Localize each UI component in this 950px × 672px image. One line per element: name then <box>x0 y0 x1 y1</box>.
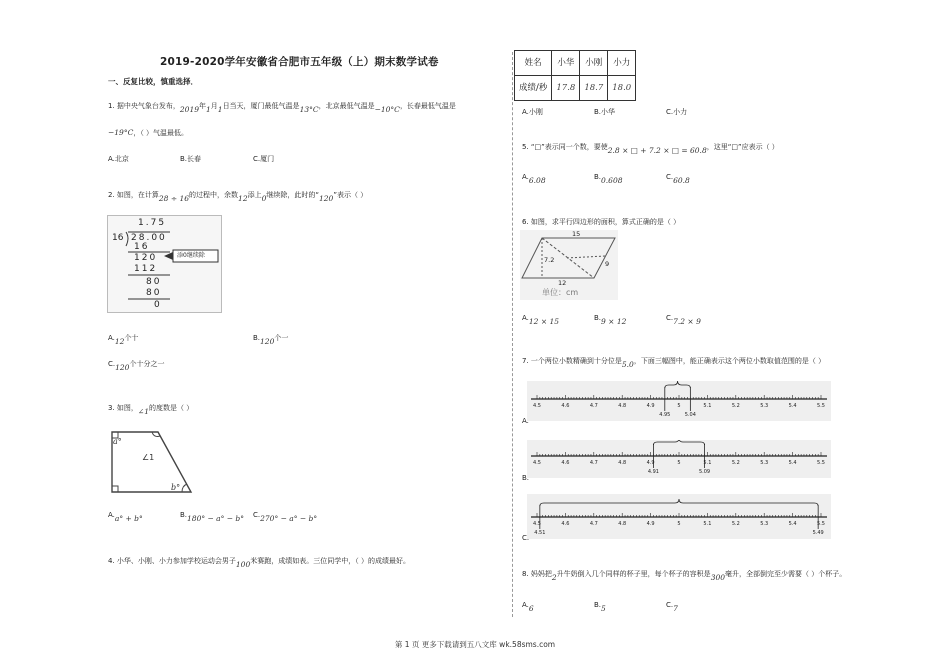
q1-day: 1 <box>217 105 223 114</box>
tick-label: 5.4 <box>788 521 797 527</box>
question-3 <box>108 403 194 416</box>
division-step: 112 <box>134 264 158 274</box>
q6-option-a[interactable] <box>522 313 560 326</box>
tick-label: 5.3 <box>760 460 769 466</box>
option-value: 6.08 <box>528 176 546 185</box>
option-label: B. <box>594 173 602 181</box>
q3-option-b[interactable] <box>180 510 244 523</box>
question-6: 6. 如图，求平行四边形的面积，算式正确的是（ ） <box>522 218 681 226</box>
option-value: 0.608 <box>601 176 623 185</box>
page-title: 2019-2020学年安徽省合肥市五年级（上）期末数学试卷 <box>160 56 439 68</box>
range-label: 4.91 <box>647 469 660 475</box>
q7-option-a[interactable]: A. <box>522 417 529 425</box>
q2-option-c[interactable] <box>108 359 165 372</box>
option-label: C. <box>666 601 674 609</box>
page-footer: 第 1 页 更多下载请到五八文库 wk.58sms.com <box>394 640 556 649</box>
q8-value: 2 <box>551 573 557 582</box>
q1-option-c[interactable]: C.厦门 <box>253 155 275 163</box>
label-12: 12 <box>558 279 567 287</box>
range-brace <box>653 440 704 445</box>
division-step: 0 <box>154 300 160 310</box>
number-line-b <box>527 440 831 478</box>
section-heading: 一、反复比较，慎重选择． <box>108 77 198 86</box>
option-label: A. <box>108 511 115 519</box>
table-header: 姓名 <box>515 51 552 76</box>
q3-angle: ∠1 <box>137 407 149 416</box>
tick-label: 4.7 <box>589 521 598 527</box>
q2-text: ”表示（ ） <box>333 191 368 199</box>
table-cell: 成绩/秒 <box>515 76 552 101</box>
q4-text: 4. 小华、小刚、小力参加学校运动会男子 <box>108 557 236 565</box>
option-value: 12 <box>114 337 125 346</box>
division-step: 80 <box>146 277 162 287</box>
option-value: 6 <box>528 604 534 613</box>
tick-label: 5.3 <box>760 403 769 409</box>
q2-remainder: 12 <box>238 194 248 203</box>
option-label: C. <box>666 314 674 322</box>
option-value: a° + b° <box>114 514 143 523</box>
question-4 <box>108 556 410 569</box>
question-5 <box>522 142 779 155</box>
question-1 <box>108 101 456 114</box>
q4-100: 100 <box>235 560 251 569</box>
q1-temp-beijing: −10°C <box>374 105 400 114</box>
q5-option-c[interactable] <box>666 172 690 185</box>
table-cell: 17.8 <box>552 76 580 101</box>
q2-option-a[interactable] <box>108 333 139 346</box>
tick-label: 4.7 <box>589 460 598 466</box>
parallelogram-figure <box>520 230 618 300</box>
tick-label: 5 <box>677 403 681 409</box>
range-label: 4.95 <box>659 412 671 418</box>
q5-expression: 2.8 × □ + 7.2 × □ = 60.8 <box>607 146 707 155</box>
q3-text: 的度数是（ ） <box>148 404 194 412</box>
q2-zero: 0 <box>261 194 267 203</box>
range-label: 5.04 <box>684 412 696 418</box>
q7-option-c[interactable]: C. <box>522 534 530 542</box>
option-label: C. <box>253 511 261 519</box>
table-header: 小刚 <box>580 51 608 76</box>
q1-text: 月 <box>210 102 218 110</box>
question-1-line2 <box>108 128 188 138</box>
q5-option-b[interactable] <box>594 172 623 185</box>
score-table <box>514 50 636 101</box>
tick-label: 4.8 <box>618 403 627 409</box>
table-cell: 18.7 <box>580 76 608 101</box>
tick-label: 5.4 <box>788 460 797 466</box>
option-value: 7.2 × 9 <box>673 317 701 326</box>
range-label: 5.49 <box>812 530 824 536</box>
option-label: A. <box>522 314 529 322</box>
tick-label: 5.1 <box>703 460 712 466</box>
division-divisor: 16 <box>112 233 124 243</box>
division-step: 16 <box>134 242 150 252</box>
q1-year: 2019 <box>179 105 199 114</box>
angle-arc <box>182 484 187 492</box>
q7-value: 5.0 <box>621 360 634 369</box>
q5-text: ，这里“□”应表示（ ） <box>706 143 779 151</box>
q8-text: 8. 妈妈把 <box>522 570 552 578</box>
q8-option-a[interactable] <box>522 600 534 613</box>
table-row <box>515 51 636 76</box>
number-line-c <box>527 494 831 539</box>
question-2 <box>108 190 368 203</box>
option-label: B. <box>594 601 602 609</box>
long-division-svg <box>108 216 221 312</box>
table-cell: 18.0 <box>608 76 636 101</box>
tick-label: 4.8 <box>618 521 627 527</box>
label-9: 9 <box>605 260 610 268</box>
q4-option-b[interactable]: B.小华 <box>594 108 616 116</box>
option-label: B. <box>180 511 188 519</box>
option-label: C. <box>666 173 674 181</box>
number-line-svg <box>527 381 831 421</box>
q5-text: 5. “□”表示同一个数，要使 <box>522 143 608 151</box>
tick-label: 5.2 <box>731 460 740 466</box>
tick-label: 4.7 <box>589 403 598 409</box>
q1-temp-changchun: −19°C <box>108 128 134 137</box>
q1-text: ，（ ）气温最低。 <box>133 129 189 137</box>
division-note: 添0继续除 <box>177 252 205 259</box>
table-header: 小力 <box>608 51 636 76</box>
q8-option-c[interactable] <box>666 600 678 613</box>
division-bracket <box>126 232 128 246</box>
tick-label: 4.6 <box>561 403 570 409</box>
number-line-a <box>527 381 831 421</box>
option-text: 个十分之一 <box>129 360 165 368</box>
q1-text: ，北京最低气温是 <box>318 102 375 110</box>
range-label: 5.09 <box>698 469 711 475</box>
q6-option-c[interactable] <box>666 313 701 326</box>
option-value: 12 × 15 <box>528 317 560 326</box>
option-value: 120 <box>260 337 275 346</box>
division-dividend: 28.00 <box>131 233 167 243</box>
q8-text: 升牛奶倒入几个同样的杯子里，每个杯子的容积是 <box>556 570 711 578</box>
option-value: 180° − a° − b° <box>187 514 244 523</box>
right-angle-mark <box>112 486 118 492</box>
arrow-icon <box>164 252 173 260</box>
q2-text: 继续除，此时的“ <box>266 191 320 199</box>
q2-text: 2. 如图，在计算 <box>108 191 159 199</box>
table-header: 小华 <box>552 51 580 76</box>
number-line-svg <box>527 494 831 539</box>
division-step: 80 <box>146 288 162 298</box>
column-divider <box>512 52 513 617</box>
q3-option-c[interactable] <box>253 510 318 523</box>
question-7 <box>522 356 826 369</box>
option-label: B. <box>594 314 602 322</box>
q1-text: ，长春最低气温是 <box>399 102 456 110</box>
q4-option-c[interactable]: C.小力 <box>666 108 688 116</box>
angle-1-label: ∠1 <box>142 453 155 462</box>
q3-option-a[interactable] <box>108 510 143 523</box>
tick-label: 5.1 <box>703 403 712 409</box>
option-label: A. <box>522 601 529 609</box>
q1-month: 1 <box>206 105 211 114</box>
tick-label: 4.9 <box>646 403 655 409</box>
height-line <box>567 256 605 258</box>
q2-120: 120 <box>319 194 334 203</box>
q6-option-b[interactable] <box>594 313 627 326</box>
tick-label: 4.9 <box>646 521 655 527</box>
q7-text: 7. 一个两位小数精确到十分位是 <box>522 357 622 365</box>
tick-label: 5.5 <box>817 521 825 527</box>
q2-text: 添上 <box>247 191 262 199</box>
q1-text: 1. 据中央气象台发布， <box>108 102 180 110</box>
q7-text: ，下面三幅图中，能正确表示这个两位小数取值范围的是（ ） <box>633 357 826 365</box>
tick-label: 4.5 <box>533 460 541 466</box>
q3-text: 3. 如图， <box>108 404 138 412</box>
q8-value: 300 <box>710 573 726 582</box>
long-division-figure <box>107 215 222 313</box>
range-brace <box>540 499 818 506</box>
number-line-svg <box>527 440 831 478</box>
option-value: 5 <box>601 604 606 613</box>
unit-label: 单位：cm <box>542 288 579 297</box>
q1-option-a[interactable]: A.北京 <box>108 155 129 163</box>
table-row <box>515 76 636 101</box>
option-value: 120 <box>115 363 130 372</box>
quadrilateral-figure <box>108 426 198 496</box>
tick-label: 4.8 <box>618 460 627 466</box>
option-value: 9 × 12 <box>601 317 627 326</box>
tick-label: 5.5 <box>817 403 825 409</box>
tick-label: 4.5 <box>533 521 541 527</box>
range-label: 4.51 <box>534 530 546 536</box>
q1-text: 日当天，厦门最低气温是 <box>222 102 300 110</box>
option-text: 个十 <box>124 334 139 342</box>
option-label: A. <box>522 173 529 181</box>
division-step: 120 <box>134 253 158 263</box>
tick-label: 5.3 <box>760 521 769 527</box>
q7-option-b[interactable]: B. <box>522 474 530 482</box>
tick-label: 5.1 <box>703 521 712 527</box>
angle-b-label: b° <box>171 483 181 492</box>
q8-text: 毫升，全部倒完至少需要（ ）个杯子。 <box>725 570 847 578</box>
tick-label: 5.5 <box>817 460 825 466</box>
q5-option-a[interactable] <box>522 172 546 185</box>
question-8 <box>522 569 847 582</box>
tick-label: 4.6 <box>561 521 570 527</box>
option-value: 270° − a° − b° <box>260 514 318 523</box>
tick-label: 5 <box>677 521 681 527</box>
option-value: 7 <box>673 604 678 613</box>
option-text: 个一 <box>274 334 289 342</box>
range-brace <box>665 381 691 388</box>
q1-temp-xiamen: 13°C <box>299 105 319 114</box>
option-value: 60.8 <box>673 176 690 185</box>
label-7-2: 7.2 <box>544 256 555 264</box>
tick-label: 4.5 <box>533 403 541 409</box>
q4-text: 米赛跑，成绩如表。三位同学中，（ ）的成绩最好。 <box>250 557 410 565</box>
q8-option-b[interactable] <box>594 600 606 613</box>
tick-label: 5 <box>677 460 681 466</box>
option-label: A. <box>108 334 115 342</box>
label-15: 15 <box>572 230 581 238</box>
q1-text: 年 <box>199 102 206 110</box>
q2-option-b[interactable] <box>253 333 289 346</box>
option-label: B. <box>253 334 261 342</box>
q4-option-a[interactable]: A.小刚 <box>522 108 543 116</box>
q2-expression: 28 ÷ 16 <box>158 194 190 203</box>
division-quotient: 1.75 <box>138 218 167 228</box>
q1-option-b[interactable]: B.长春 <box>180 155 202 163</box>
tick-label: 5.4 <box>788 403 797 409</box>
angle-a-label: a° <box>113 437 122 446</box>
tick-label: 5.2 <box>731 521 740 527</box>
tick-label: 4.9 <box>646 460 655 466</box>
q2-text: 的过程中，余数 <box>189 191 239 199</box>
tick-label: 4.6 <box>561 460 570 466</box>
option-label: C. <box>108 360 116 368</box>
tick-label: 5.2 <box>731 403 740 409</box>
